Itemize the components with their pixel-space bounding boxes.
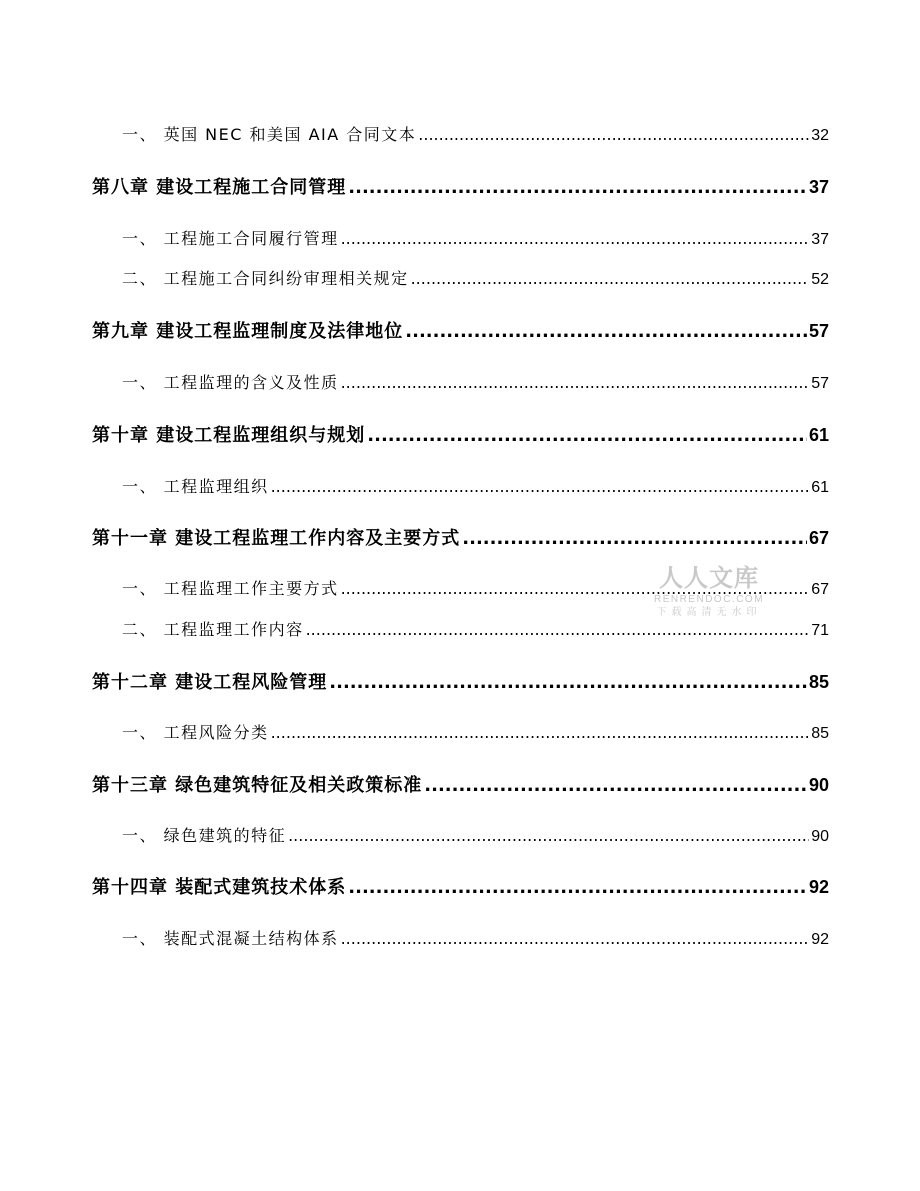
toc-entry-title: 一、 工程监理的含义及性质 [122,373,339,392]
toc-entry-chapter[interactable] [92,173,829,199]
dot-leader [367,425,807,446]
dot-leader [418,125,809,144]
toc-entry-page-number: 71 [811,622,829,639]
toc-entry-page-number: 37 [808,177,829,197]
toc-entry-title: 第九章 建设工程监理制度及法律地位 [92,321,404,342]
toc-entry-title: 第八章 建设工程施工合同管理 [92,177,347,198]
toc-entry-page-number: 92 [811,931,829,948]
watermark-url: RENRENDOC.COM [653,594,765,605]
toc-entry-page-number: 67 [811,581,829,598]
dot-leader [341,229,810,248]
toc-entry-page-number: 85 [808,672,829,692]
toc-entry-page-number: 61 [811,479,829,496]
toc-entry-page-number: 32 [811,127,829,144]
dot-leader [271,477,810,496]
toc-entry-page-number: 90 [808,775,829,795]
toc-entry-page-number: 57 [808,321,829,341]
dot-leader [329,672,807,693]
toc-entry-chapter[interactable] [92,873,829,899]
toc-entry-title: 一、 工程监理工作主要方式 [122,579,339,598]
toc-entry-page-number: 37 [811,231,829,248]
toc-entry-section[interactable] [122,226,829,249]
toc-entry-chapter[interactable] [92,524,829,550]
toc-entry-page-number: 57 [811,375,829,392]
toc-entry-section[interactable] [122,617,829,640]
dot-leader [424,775,807,796]
toc-entry-page-number: 67 [808,528,829,548]
dot-leader [405,321,807,342]
toc-entry-chapter[interactable] [92,317,829,343]
toc-entry-chapter[interactable] [92,668,829,694]
toc-entry-title: 第十二章 建设工程风险管理 [92,672,328,693]
toc-entry-page-number: 90 [811,828,829,845]
toc-entry-section[interactable] [122,823,829,846]
toc-entry-section[interactable] [122,720,829,743]
toc-entry-title: 一、 工程风险分类 [122,723,269,742]
toc-entry-section[interactable] [122,926,829,949]
toc-entry-title: 第十四章 装配式建筑技术体系 [92,877,347,898]
toc-entry-section[interactable] [122,266,829,289]
dot-leader [271,723,810,742]
toc-entry-page-number: 61 [808,425,829,445]
dot-leader [341,373,810,392]
dot-leader [462,528,807,549]
toc-entry-title: 一、 工程施工合同履行管理 [122,229,339,248]
toc-entry-title: 二、 工程施工合同纠纷审理相关规定 [122,269,409,288]
toc-entry-title: 一、 工程监理组织 [122,477,269,496]
toc-entry-title: 第十章 建设工程监理组织与规划 [92,425,366,446]
toc-entry-chapter[interactable] [92,771,829,797]
dot-leader [348,877,807,898]
toc-entry-title: 二、 工程监理工作内容 [122,620,304,639]
toc-entry-page-number: 52 [811,271,829,288]
dot-leader [306,620,810,639]
toc-entry-title: 一、 英国 NEC 和美国 AIA 合同文本 [122,125,417,144]
watermark-title: 人人文库 [659,565,759,592]
dot-leader [348,177,807,198]
toc-entry-title: 一、 装配式混凝土结构体系 [122,929,339,948]
toc-entry-page-number: 92 [808,877,829,897]
dot-leader [411,269,810,288]
toc-entry-page-number: 85 [811,725,829,742]
dot-leader [341,929,810,948]
toc-entry-section[interactable] [122,370,829,393]
dot-leader [288,826,809,845]
toc-entry-title: 一、 绿色建筑的特征 [122,826,287,845]
toc-entry-section[interactable] [122,474,829,497]
toc-entry-section[interactable] [122,122,829,145]
toc-entry-chapter[interactable] [92,421,829,447]
watermark-tagline: 下载高清无水印 [656,607,762,618]
toc-entry-title: 第十三章 绿色建筑特征及相关政策标准 [92,775,423,796]
watermark [646,565,772,620]
toc-entry-title: 第十一章 建设工程监理工作内容及主要方式 [92,528,461,549]
